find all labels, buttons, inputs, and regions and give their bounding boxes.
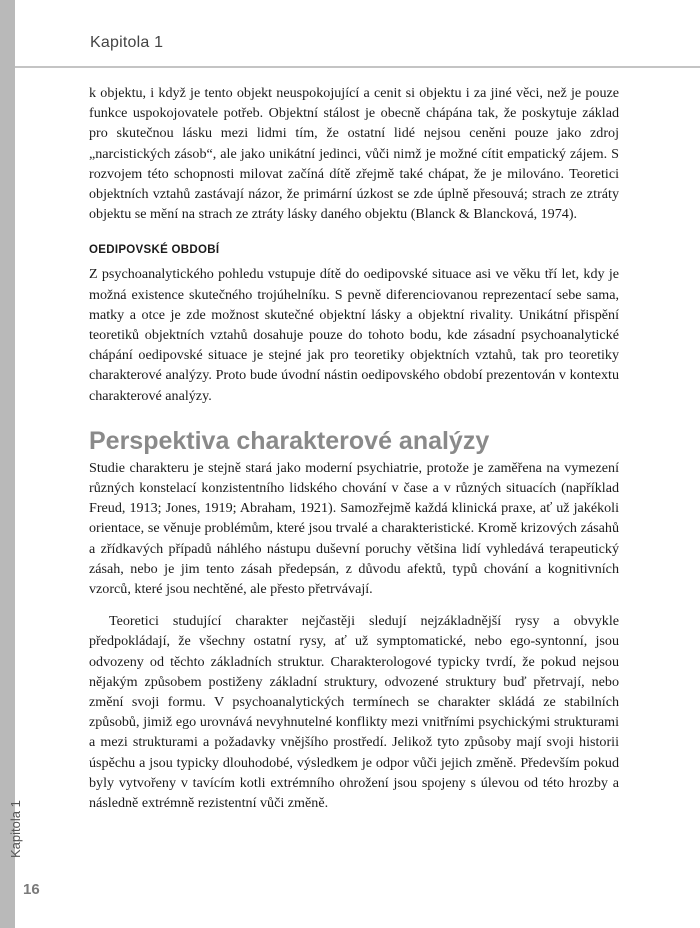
section-title: Perspektiva charakterové analýzy <box>89 426 490 455</box>
left-gutter-bar <box>0 0 15 928</box>
body-paragraph-3: Studie charakteru je stejně stará jako moderní psychiatrie, protože je zaměřena na vymezení různých konstelací konzistentního lidského chování v čase a v různých situacích (například Freud, 1913; Jones, 1919; Abraham, 1921). Samozřejmě každá klinická praxe, ať už jakékoli orientace, se věnuje problémům, které jsou trvalé a charakteristické. Kromě krizových zásahů a zřídkavých případů náhlého nástupu duševní poruchy většina lidí vyhledává terapeutický zásah, nebo je jim tento zásah předepsán, z důvodu afektů, typů chování a kognitivních vzorců, které jsou nechtěné, ale přesto přetrvávají. <box>89 459 619 598</box>
header-divider <box>15 66 700 68</box>
subheading: OEDIPOVSKÉ OBDOBÍ <box>89 244 220 257</box>
body-paragraph-4: Teoretici studující charakter nejčastěji sledují nejzákladnější rysy a obvykle předpokládají, že všechny ostatní rysy, ať už symptomatické, nebo ego-syntonní, jsou odvozeny od těchto základních struktur. Charakterologové typicky tvrdí, že pokud nejsou nějakým způsobem postiženy základní struktury, odvozené struktury buď přetrvají, nebo změní svoji formu. V psychoanalytických termínech se charakter skládá ze stabilních způsobů, jimiž ego urovnává nevyhnutelné konflikty mezi vnitřními psychickými strukturami a mezi strukturami a požadavky vnějšího prostředí. Jelikož tyto způsoby mají svoji historii úspěchu a jsou typicky dlouhodobé, výsledkem je odpor vůči jejich změně. Především pokud byly vytvořeny v tavícím kotli extrémního ohrožení jsou spojeny s úlevou od této hrozby a následně extrémně rezistentní vůči změně. <box>89 613 619 812</box>
page-body <box>89 83 619 813</box>
body-paragraph-2: Z psychoanalytického pohledu vstupuje dítě do oedipovské situace asi ve věku tří let, kdy je možná existence skutečného trojúhelníku. S pevně diferenciovanou reprezentací sebe sama, matky a otce je zde možnost skutečné objektní lásky a objektní rivality. Unikátní přispění teoretiků objektních vztahů dosahuje pouze do tohoto bodu, kde zásadní psychoanalytické chápání oedipovské situace je stejné jak pro teoretiky objektních vztahů, tak pro teoretiky charakterové analýzy. Proto bude úvodní nástin oedipovského období prezentován v kontextu charakterové analýzy. <box>89 266 619 404</box>
running-head: Kapitola 1 <box>90 34 164 51</box>
side-chapter-label: Kapitola 1 <box>8 800 23 858</box>
page-number: 16 <box>23 881 40 898</box>
body-paragraph-1: k objektu, i když je tento objekt neuspokojující a cenit si objektu i za jiné věci, než je pouze funkce uspokojovatele potřeb. Objektní stálost je obecně chápána tak, že poskytuje základ pro skutečnou lásku mezi lidmi tím, že ostatní lidé nejsou ceněni pouze jako zdroj „narcistických zásob“, ale jako unikátní jedinci, vůči nimž je možné cítit empatický zájem. S rozvojem této schopnosti milovat začíná dítě zřejmě také chápat, že je milováno. Teoretici objektních vztahů zastávají názor, že primární úzkost se zde úplně přesouvá; strach ze ztráty objektu se mění na strach ze ztráty lásky daného objektu (Blanck & Blancková, 1974). <box>89 85 619 223</box>
